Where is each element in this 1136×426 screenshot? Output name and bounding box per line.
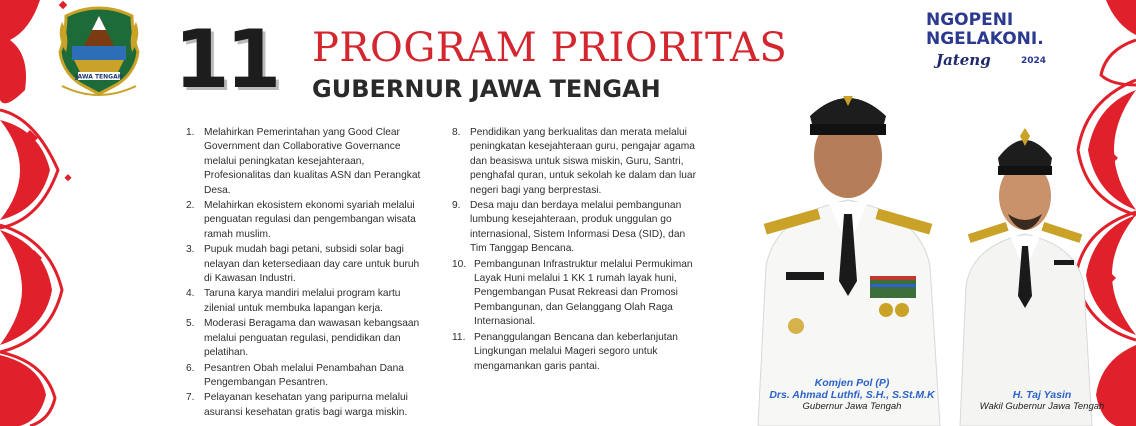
page-title: PROGRAM PRIORITAS — [312, 25, 788, 71]
program-number: 2. — [186, 200, 195, 212]
program-text: Pupuk mudah bagi petani, subsidi solar bagi nelayan dan ketersediaan day care untuk buruh di Kawasan Industri. — [204, 244, 420, 285]
governor-name: Drs. Ahmad Luthfi, S.H., S.St.M.K — [769, 389, 935, 401]
badge-line-1: NGOPENI — [926, 10, 1014, 30]
program-item — [452, 199, 698, 257]
program-text: Pendidikan yang berkualitas dan merata melalui peningkatan kesejahteraan guru, pengajar agama dan beasiswa untuk siswa miskin, Guru, Santri, penghafal quran, untuk sekolah ke dalam dan luar negeri bagi yang berprestasi. — [470, 127, 696, 196]
vice-governor-figure — [960, 128, 1092, 426]
governor-role: Gubernur Jawa Tengah — [802, 401, 902, 412]
program-item — [186, 199, 426, 242]
badge-accent — [1044, 12, 1070, 42]
governor-caption — [752, 377, 952, 413]
program-list-right — [452, 126, 698, 375]
program-text: Pelayanan kesehatan yang paripurna melalui asuransi kesehatan gratis bagi warga miskin. — [204, 392, 408, 418]
program-item — [186, 287, 426, 316]
page-subtitle: GUBERNUR JAWA TENGAH — [312, 75, 661, 103]
vice-governor-caption — [958, 389, 1126, 413]
program-number: 3. — [186, 244, 195, 256]
jawa-tengah-crest-icon — [52, 6, 146, 104]
vice-governor-role: Wakil Gubernur Jawa Tengah — [979, 401, 1105, 412]
program-number: 4. — [186, 288, 195, 300]
program-number: 1. — [186, 127, 195, 138]
program-list-left — [186, 126, 426, 421]
program-item — [186, 362, 426, 391]
program-number: 9. — [452, 200, 461, 212]
vice-governor-name: H. Taj Yasin — [1012, 389, 1072, 401]
badge-line-3: Jateng — [936, 51, 991, 69]
program-text: Moderasi Beragama dan wawasan kebangsaan melalui penguatan regulasi, pendidikan dan pelatihan. — [204, 318, 420, 359]
program-text: Pembangunan Infrastruktur melalui Permukiman Layak Huni melalui 1 KK 1 rumah layak huni, Pengembangan Pusat Rekreasi dan Promosi Pembangunan, dan Gelanggang Olah Raga Internasional. — [474, 258, 693, 328]
program-text: Taruna karya mandiri melalui program kartu zilenial untuk membuka lapangan kerja. — [204, 288, 401, 314]
ngopeni-ngelakoni-badge — [926, 10, 1076, 72]
program-item — [186, 126, 426, 198]
program-text: Melahirkan Pemerintahan yang Good Clear Government dan Collaborative Governance melalui peningkatan kesejahteraan, Profesionalitas dan kualitas ASN dan Perangkat Desa. — [204, 127, 421, 196]
program-item — [186, 317, 426, 360]
program-number: 10. — [452, 258, 467, 270]
badge-line-2: NGELAKONI. — [926, 29, 1044, 49]
program-number: 11. — [452, 331, 466, 343]
program-number: 6. — [186, 362, 195, 374]
program-item — [186, 391, 426, 420]
program-text: Penanggulangan Bencana dan keberlanjutan Lingkungan melalui Mageri segoro untuk mengamankan garis pantai. — [474, 331, 678, 372]
program-number: 7. — [186, 392, 195, 404]
program-text: Melahirkan ekosistem ekonomi syariah melalui penguatan regulasi dan pengembangan wisata ramah muslim. — [204, 200, 416, 240]
program-count: 11 — [174, 13, 278, 106]
program-number: 8. — [452, 127, 461, 138]
program-item — [452, 258, 698, 330]
program-text: Desa maju dan berdaya melalui pembangunan lumbung kesejahteraan, produk unggulan go internasional, Sistem Informasi Desa (SID), dan Tim Tanggap Bencana. — [470, 200, 686, 255]
program-item — [186, 243, 426, 286]
program-item — [452, 331, 698, 374]
badge-year: 2024 — [1021, 56, 1047, 66]
governor-rank: Komjen Pol (P) — [814, 377, 890, 389]
crest-text: JAWA TENGAH — [75, 73, 123, 81]
program-number: 5. — [186, 318, 195, 330]
program-item — [452, 126, 698, 198]
program-text: Pesantren Obah melalui Penambahan Dana Pengembangan Pesantren. — [204, 362, 404, 388]
